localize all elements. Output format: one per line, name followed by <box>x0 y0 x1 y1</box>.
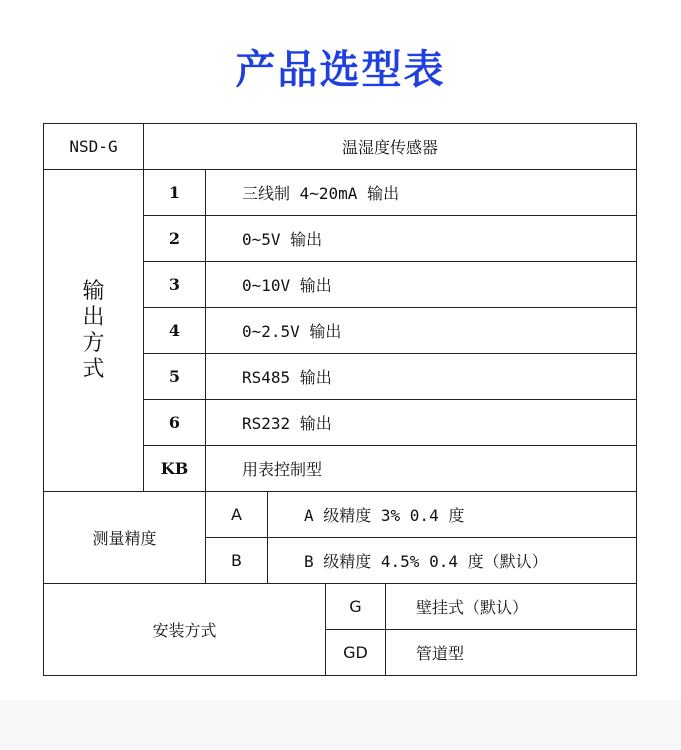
output-desc: 用表控制型 <box>206 446 637 492</box>
install-code: G <box>326 584 386 630</box>
output-label-cell <box>44 170 144 492</box>
page-title: 产品选型表 <box>235 47 446 93</box>
precision-label: 测量精度 <box>44 492 206 584</box>
bottom-band <box>0 700 681 750</box>
selection-table <box>43 123 637 676</box>
precision-code: A <box>206 492 268 538</box>
output-code: 3 <box>144 262 206 308</box>
install-desc: 管道型 <box>386 630 637 676</box>
output-desc: 0~10V 输出 <box>206 262 637 308</box>
table-row <box>44 170 637 216</box>
install-code: GD <box>326 630 386 676</box>
output-desc: RS485 输出 <box>206 354 637 400</box>
output-code: 2 <box>144 216 206 262</box>
output-desc: 三线制 4~20mA 输出 <box>206 170 637 216</box>
install-label: 安装方式 <box>44 584 326 676</box>
install-desc: 壁挂式（默认） <box>386 584 637 630</box>
output-code: 4 <box>144 308 206 354</box>
precision-desc: A 级精度 3% 0.4 度 <box>268 492 637 538</box>
table-row <box>44 492 637 538</box>
output-code: 1 <box>144 170 206 216</box>
output-label: 输出方式 <box>82 278 105 382</box>
output-desc: 0~2.5V 输出 <box>206 308 637 354</box>
output-code: KB <box>144 446 206 492</box>
model-cell: NSD-G <box>44 124 144 170</box>
output-code: 6 <box>144 400 206 446</box>
header-row <box>44 124 637 170</box>
output-desc: 0~5V 输出 <box>206 216 637 262</box>
output-desc: RS232 输出 <box>206 400 637 446</box>
output-code: 5 <box>144 354 206 400</box>
table-row <box>44 584 637 630</box>
precision-code: B <box>206 538 268 584</box>
precision-desc: B 级精度 4.5% 0.4 度（默认） <box>268 538 637 584</box>
product-cell: 温湿度传感器 <box>144 124 637 170</box>
